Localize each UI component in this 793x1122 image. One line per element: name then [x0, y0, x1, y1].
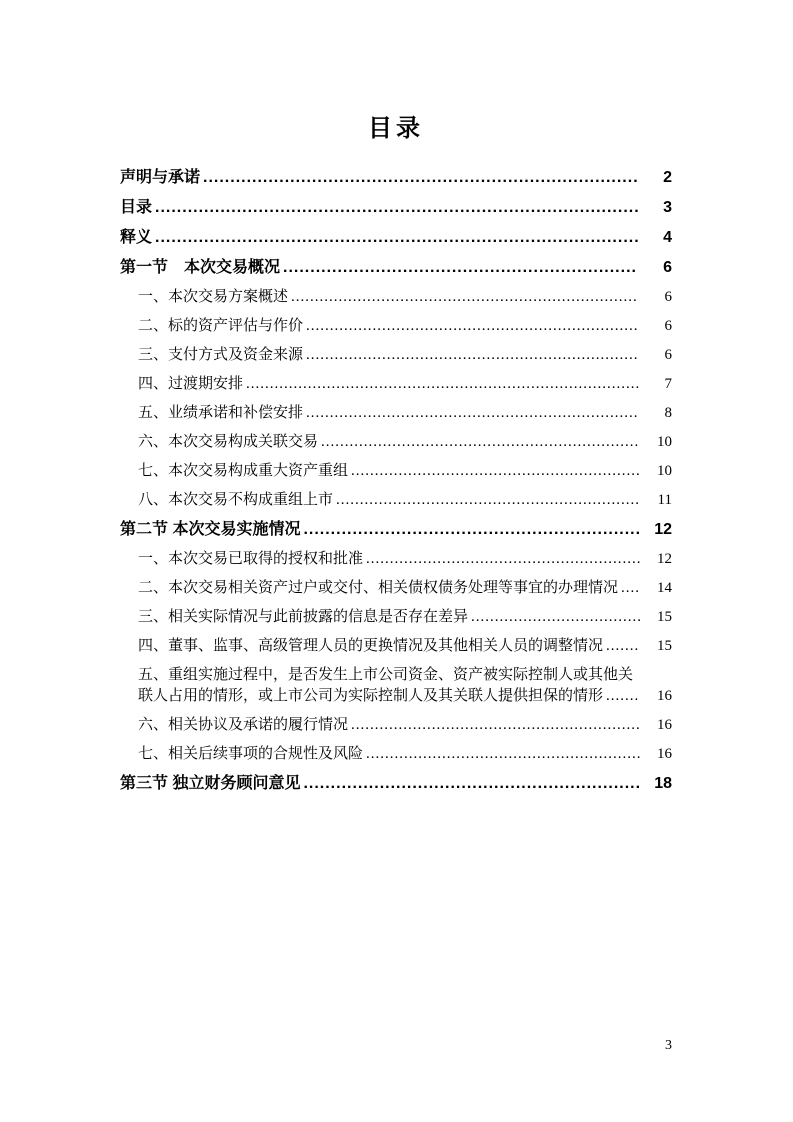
toc-entry-page: 12	[657, 551, 672, 567]
dot-leader: ....................................	[471, 609, 643, 625]
toc-entry-label: 四、董事、监事、高级管理人员的更换情况及其他相关人员的调整情况	[138, 638, 604, 654]
toc-entry-page: 12	[654, 521, 672, 538]
toc-entry-page: 18	[654, 775, 672, 792]
toc-entry-label: 七、相关后续事项的合规性及风险	[138, 746, 364, 762]
dot-leader: .............................................................	[351, 717, 641, 733]
toc-entry[interactable]	[120, 715, 672, 736]
toc-entry-page: 3	[663, 199, 672, 216]
dot-leader: .......	[606, 638, 640, 654]
toc-entry[interactable]	[120, 490, 672, 511]
toc-entry[interactable]	[120, 403, 672, 424]
dot-leader: ..........................................................	[366, 746, 642, 762]
dot-leader: ..............................................................	[303, 775, 642, 792]
toc-entry-label: 二、本次交易相关资产过户或交付、相关债权债务处理等事宜的办理情况	[138, 580, 619, 596]
toc-entry[interactable]	[120, 167, 672, 189]
toc-entry[interactable]	[120, 197, 672, 219]
toc-entry-label: 第二节 本次交易实施情况	[120, 521, 301, 538]
dot-leader: .............................................................	[351, 463, 641, 479]
dot-leader: .........................................................................................	[155, 199, 640, 216]
toc-entry-label: 释义	[120, 229, 153, 246]
toc-entry[interactable]	[120, 636, 672, 657]
toc-entry[interactable]	[120, 316, 672, 337]
toc-entry-page: 10	[657, 434, 672, 450]
toc-entry[interactable]	[120, 432, 672, 453]
toc-entry-page: 6	[664, 318, 672, 334]
toc-entry-page: 2	[663, 169, 672, 186]
dot-leader: .........................................................................................	[155, 229, 640, 246]
toc-entry-page: 16	[657, 688, 672, 704]
toc-entry[interactable]	[120, 578, 672, 599]
toc-entry-page: 7	[664, 376, 672, 392]
toc-entry-label: 六、相关协议及承诺的履行情况	[138, 717, 349, 733]
toc-entry-label: 三、支付方式及资金来源	[138, 347, 304, 363]
toc-entry-page: 10	[657, 463, 672, 479]
toc-entry-page: 16	[657, 717, 672, 733]
toc-entry[interactable]	[120, 374, 672, 395]
toc-entry-label: 第三节 独立财务顾问意见	[120, 775, 301, 792]
dot-leader: ..........................................................	[366, 551, 642, 567]
dot-leader: ......................................................................	[306, 318, 639, 334]
toc-entry-page: 11	[657, 492, 672, 508]
toc-entry[interactable]	[120, 549, 672, 570]
dot-leader: ................................................................	[336, 492, 641, 508]
page-title: 目录	[368, 115, 424, 142]
toc-entry[interactable]	[120, 461, 672, 482]
dot-leader: .................................................................	[283, 259, 637, 276]
toc-entry-page: 15	[657, 638, 672, 654]
toc-entry-label: 七、本次交易构成重大资产重组	[138, 463, 349, 479]
toc-entry-page: 16	[657, 746, 672, 762]
toc-entry-label: 一、本次交易已取得的授权和批准	[138, 551, 364, 567]
toc-entry-label: 五、重组实施过程中，是否发生上市公司资金、资产被实际控制人或其他关联人占用的情形，或上市公司为实际控制人及其关联人提供担保的情形	[138, 667, 634, 704]
toc-entry[interactable]	[120, 773, 672, 795]
toc-entry-label: 五、业绩承诺和补偿安排	[138, 405, 304, 421]
toc-entry[interactable]	[120, 519, 672, 541]
dot-leader: .........................................................................	[291, 289, 638, 305]
toc-entry-label: 二、标的资产评估与作价	[138, 318, 304, 334]
toc-entry[interactable]	[120, 345, 672, 366]
dot-leader: ...................................................................................	[246, 376, 641, 392]
toc-entry-page: 15	[657, 609, 672, 625]
toc-entry[interactable]	[120, 607, 672, 628]
dot-leader: ......................................................................	[306, 347, 639, 363]
footer-page-number: 3	[665, 1038, 672, 1053]
toc-list	[120, 167, 672, 795]
toc-entry[interactable]	[120, 287, 672, 308]
dot-leader: ...................................................................	[321, 434, 640, 450]
toc-entry-label: 声明与承诺	[120, 169, 201, 186]
toc-entry-page: 6	[663, 259, 672, 276]
toc-entry-page: 6	[664, 289, 672, 305]
dot-leader: ..............................................................	[303, 521, 642, 538]
dot-leader: ................................................................................	[203, 169, 639, 186]
toc-entry-label: 八、本次交易不构成重组上市	[138, 492, 334, 508]
toc-entry-label: 四、过渡期安排	[138, 376, 244, 392]
toc-entry[interactable]	[120, 227, 672, 249]
toc-entry-label: 三、相关实际情况与此前披露的信息是否存在差异	[138, 609, 469, 625]
toc-entry-page: 8	[664, 405, 672, 421]
toc-entry[interactable]	[120, 744, 672, 765]
toc-entry-label: 第一节 本次交易概况	[120, 259, 281, 276]
dot-leader: .......	[606, 688, 640, 704]
dot-leader: ......................................................................	[306, 405, 639, 421]
toc-entry[interactable]	[120, 665, 672, 707]
toc-entry-label: 一、本次交易方案概述	[138, 289, 289, 305]
toc-entry-page: 6	[664, 347, 672, 363]
toc-entry-label: 目录	[120, 199, 153, 216]
dot-leader: ....	[621, 580, 641, 596]
toc-entry[interactable]	[120, 257, 672, 279]
toc-entry-page: 14	[657, 580, 672, 596]
toc-entry-label: 六、本次交易构成关联交易	[138, 434, 319, 450]
toc-entry-page: 4	[663, 229, 672, 246]
